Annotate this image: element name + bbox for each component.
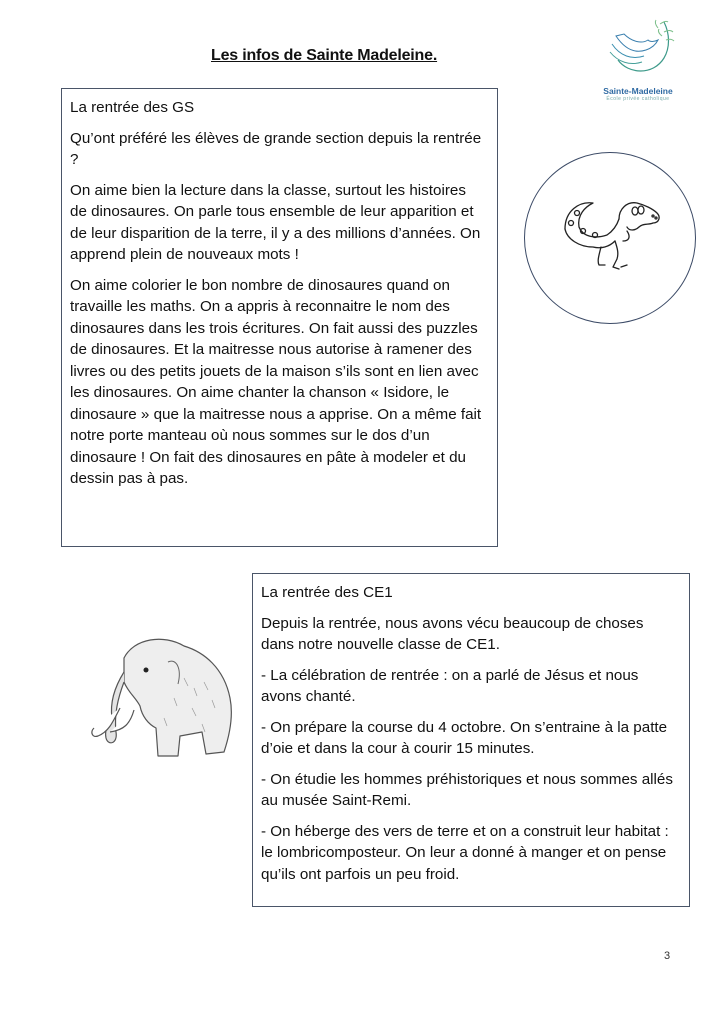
dinosaur-cartoon-icon [557,191,667,281]
ce1-paragraph: - On prépare la course du 4 octobre. On s’entraine à la patte d’oie et dans la cour à courir 15 minutes. [261,718,668,757]
mammoth-illustration [84,628,242,768]
ce1-paragraph: Depuis la rentrée, nous avons vécu beaucoup de choses dans notre nouvelle classe de CE1. [261,614,644,653]
logo-name: Sainte-Madeleine [603,86,673,96]
logo-subtitle: École privée catholique [606,96,670,102]
gs-section [61,88,498,547]
ce1-paragraph: - On étudie les hommes préhistoriques et nous sommes allés au musée Saint-Remi. [261,770,673,809]
gs-paragraph: On aime bien la lecture dans la classe, surtout les histoires de dinosaures. On parle tous ensemble de leur apparition et de leur disparition de la terre, il y a des millions d’années. On apprend plein de nouveaux mots ! [70,181,481,263]
ce1-section [252,573,690,907]
mammoth-drawing-icon [84,628,242,768]
dove-olive-branch-icon [598,14,678,86]
page-number: 3 [664,950,671,962]
gs-paragraph: On aime colorier le bon nombre de dinosaures quand on travaille les maths. On a appris à reconnaitre le nom des dinosaures dans les trois écritures. On fait aussi des puzzles de dinosaures. Et la maitresse nous autorise à ramener des livres ou des petits jouets de la maison s’ils sont en lien avec les dinosaures. On aime chanter la chanson « Isidore, le dinosaure » que la maitresse nous a apprise. On a même fait notre porte manteau où nous sommes sur le dos d’un dinosaure ! On fait des dinosaures en pâte à modeler et du dessin pas à pas. [70,276,482,487]
school-logo [598,14,678,106]
page-title: Les infos de Sainte Madeleine. [211,47,438,64]
gs-heading: La rentrée des GS [70,99,195,116]
ce1-paragraph: - La célébration de rentrée : on a parlé de Jésus et nous avons chanté. [261,666,639,705]
gs-paragraph: Qu’ont préféré les élèves de grande section depuis la rentrée ? [70,129,482,168]
ce1-heading: La rentrée des CE1 [261,584,393,601]
ce1-paragraph: - On héberge des vers de terre et on a construit leur habitat : le lombricomposteur. On leur a donné à manger et on pense qu’ils ont parfois un peu froid. [261,822,669,883]
dinosaur-illustration-frame [524,152,696,324]
